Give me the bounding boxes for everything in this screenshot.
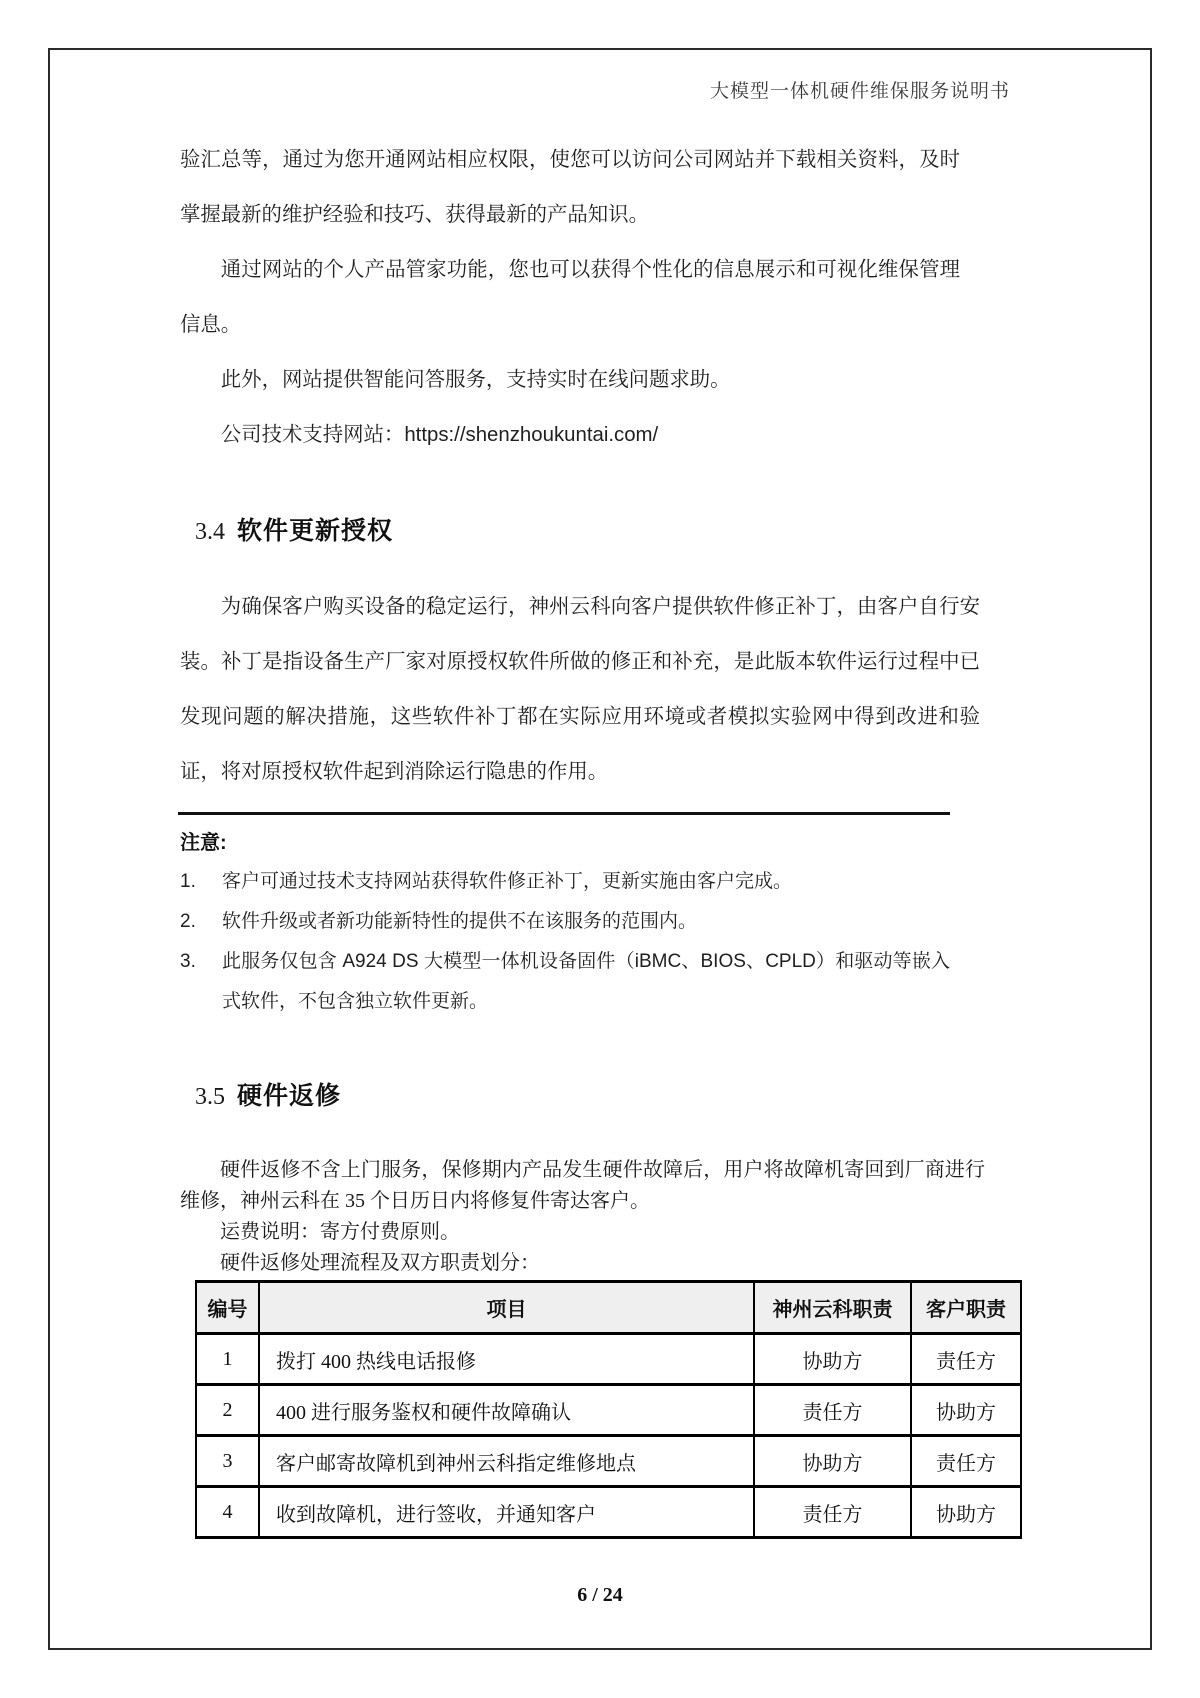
row-item-cell: 拨打 400 热线电话报修	[259, 1334, 754, 1385]
row-customer-cell: 协助方	[911, 1385, 1021, 1436]
section-3-4-title: 软件更新授权	[237, 517, 394, 545]
row-customer-cell: 协助方	[911, 1487, 1021, 1538]
intro-paragraph-1: 验汇总等，通过为您开通网站相应权限，使您可以访问公司网站并下载相关资料，及时掌握最新的维护经验和技巧、获得最新的产品知识。	[180, 149, 960, 226]
section-3-5-paragraph-1: 硬件返修不含上门服务，保修期内产品发生硬件故障后，用户将故障机寄回到厂商进行维修，神州云科在 35 个日历日内将修复件寄达客户。	[180, 1159, 985, 1212]
section-3-4-number: 3.4	[195, 519, 225, 545]
row-item-cell: 收到故障机，进行签收，并通知客户	[259, 1487, 754, 1538]
row-vendor-cell: 协助方	[754, 1436, 911, 1487]
row-number-cell: 2	[196, 1385, 259, 1436]
note-item-number: 2.	[180, 911, 196, 932]
responsibilities-table	[195, 1280, 1022, 1539]
table-header-no: 编号	[196, 1282, 259, 1334]
table-row	[196, 1385, 1021, 1436]
table-header-row	[196, 1282, 1021, 1334]
row-vendor-cell: 协助方	[754, 1334, 911, 1385]
note-item	[180, 902, 950, 942]
page-header-title: 大模型一体机硬件维保服务说明书	[709, 81, 1010, 102]
row-item-cell: 400 进行服务鉴权和硬件故障确认	[259, 1385, 754, 1436]
intro-paragraph-4	[180, 408, 960, 463]
row-item-cell: 客户邮寄故障机到神州云科指定维修地点	[259, 1436, 754, 1487]
table-header-customer: 客户职责	[911, 1282, 1021, 1334]
section-3-4-body: 为确保客户购买设备的稳定运行，神州云科向客户提供软件修正补丁，由客户自行安装。补丁是指设备生产厂家对原授权软件所做的修正和补充，是此版本软件运行过程中已发现问题的解决措施，这些软件补丁都在实际应用环境或者模拟实验网中得到改进和验证，将对原授权软件起到消除运行隐患的作用。	[180, 596, 980, 783]
note-item-number: 3.	[180, 951, 196, 972]
section-3-4-heading	[195, 511, 393, 547]
section-3-5-title: 硬件返修	[237, 1082, 342, 1110]
note-item-number: 1.	[180, 871, 196, 892]
row-number-cell: 3	[196, 1436, 259, 1487]
note-label: 注意:	[180, 832, 227, 854]
table-header-item: 项目	[259, 1282, 754, 1334]
section-3-5-paragraph-3: 硬件返修处理流程及双方职责划分：	[220, 1252, 540, 1274]
support-website-link[interactable]: https://shenzhoukuntai.com/	[404, 424, 659, 446]
note-list	[180, 862, 950, 1022]
support-website-label: 公司技术支持网站：	[220, 424, 405, 446]
row-number-cell: 1	[196, 1334, 259, 1385]
row-customer-cell: 责任方	[911, 1436, 1021, 1487]
note-divider-rule	[178, 812, 950, 815]
note-item-text: 软件升级或者新功能新特性的提供不在该服务的范围内。	[222, 911, 698, 932]
note-item	[180, 862, 950, 902]
intro-paragraphs	[180, 133, 960, 463]
page-number: 6 / 24	[577, 1584, 623, 1606]
note-item	[180, 942, 950, 1022]
intro-paragraph-2: 通过网站的个人产品管家功能，您也可以获得个性化的信息展示和可视化维保管理信息。	[180, 259, 960, 336]
note-item-text: 此服务仅包含 A924 DS 大模型一体机设备固件（iBMC、BIOS、CPLD）和驱动等嵌入式软件，不包含独立软件更新。	[222, 951, 950, 1012]
table-row	[196, 1436, 1021, 1487]
table-row	[196, 1334, 1021, 1385]
row-vendor-cell: 责任方	[754, 1385, 911, 1436]
section-3-5-paragraph-2: 运费说明：寄方付费原则。	[220, 1221, 460, 1243]
section-3-5-body	[180, 1155, 985, 1279]
row-vendor-cell: 责任方	[754, 1487, 911, 1538]
table-row	[196, 1487, 1021, 1538]
note-item-text: 客户可通过技术支持网站获得软件修正补丁，更新实施由客户完成。	[222, 871, 793, 892]
row-customer-cell: 责任方	[911, 1334, 1021, 1385]
table-header-vendor: 神州云科职责	[754, 1282, 911, 1334]
section-3-5-number: 3.5	[195, 1084, 225, 1110]
intro-paragraph-3: 此外，网站提供智能问答服务，支持实时在线问题求助。	[220, 369, 731, 391]
section-3-5-heading	[195, 1076, 341, 1112]
row-number-cell: 4	[196, 1487, 259, 1538]
